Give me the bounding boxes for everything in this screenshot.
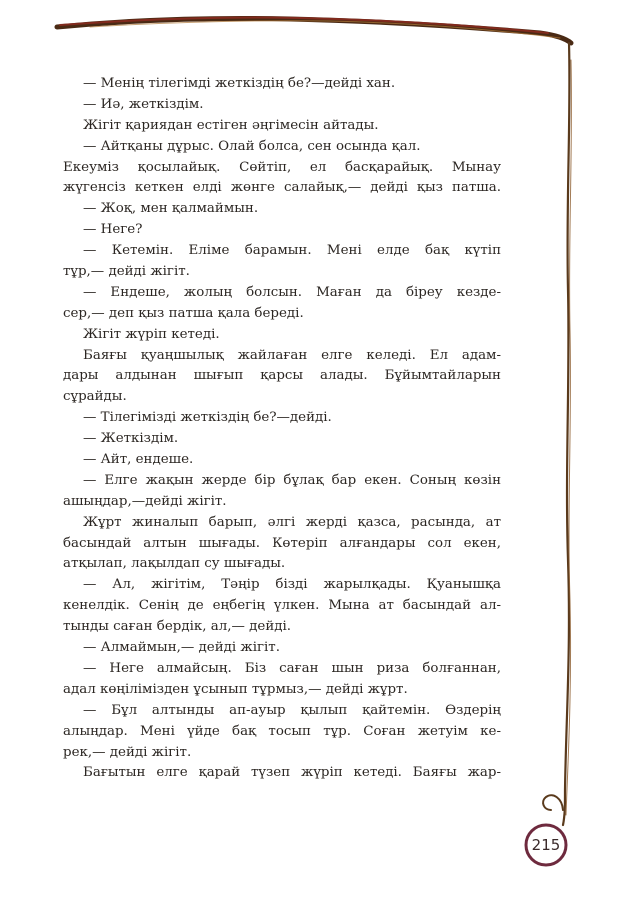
line-26: кенелдік. Сенің де еңбегің үлкен. Мына ат басындай ал- [63, 598, 501, 614]
line-5: Екеуміз қосылайық. Сөйтіп, ел басқарайық. Мынау [63, 159, 501, 175]
line-17: — Тілегімізді жеткіздің бе?—дейді. [83, 410, 332, 426]
line-30: адал көңілімізден ұсынып тұрмыз,— дейді жұрт. [63, 681, 408, 697]
line-3: Жігіт қариядан естіген әңгімесін айтады. [83, 117, 379, 133]
line-8: — Неге? [83, 222, 143, 238]
line-6: жүгенсіз кеткен елді жөнге салайық,— дейді қыз патша. [63, 180, 501, 196]
line-21: ашыңдар,—дейді жігіт. [63, 493, 227, 509]
rope-curl [543, 795, 563, 810]
line-29: — Неге алмайсың. Біз саған шын риза болғаннан, [83, 660, 501, 676]
line-14: Баяғы қуаңшылық жайлаған елге келеді. Ел адам- [83, 347, 501, 363]
line-34: Бағытын елге қарай түзеп жүріп кетеді. Баяғы жар- [83, 765, 501, 781]
line-32: алыңдар. Мені үйде бақ тосып тұр. Соған жетуім ке- [63, 723, 501, 739]
line-24: атқылап, лақылдап су шығады. [63, 556, 286, 572]
line-33: рек,— дейді жігіт. [63, 744, 192, 760]
line-31: — Бұл алтынды ап-ауыр қылып қайтемін. Өздерің [83, 702, 501, 718]
line-16: сұрайды. [63, 389, 127, 405]
story-text [63, 74, 501, 784]
line-9: — Кетемін. Еліме барамын. Мені елде бақ күтіп [83, 243, 501, 259]
top-rope [57, 18, 571, 43]
line-20: — Елге жақын жерде бір бұлақ бар екен. Соның көзін [83, 472, 501, 488]
line-25: — Ал, жігітім, Тәңір бізді жарылқады. Қуанышқа [83, 577, 501, 593]
line-15: дары алдынан шығып қарсы алады. Бұйымтайларын [63, 368, 501, 384]
line-10: тұр,— дейді жігіт. [63, 264, 190, 280]
line-23: басындай алтын шығады. Көтеріп алғандары сол екен, [63, 535, 501, 551]
right-rope [563, 43, 569, 825]
line-11: — Ендеше, жолың болсын. Маған да біреу кезде- [83, 284, 501, 300]
line-22: Жұрт жиналып барып, әлгі жерді қазса, расында, ат [83, 514, 501, 530]
line-1: — Менің тілегімді жеткіздің бе?—дейді хан. [83, 76, 396, 91]
line-2: — Иә, жеткіздім. [83, 96, 204, 112]
line-18: — Жеткіздім. [83, 431, 179, 447]
line-28: — Алмаймын,— дейді жігіт. [83, 640, 280, 656]
line-4: — Айтқаны дұрыс. Олай болса, сен осында қал. [83, 138, 421, 154]
line-27: тынды саған бердік, ал,— дейді. [63, 619, 292, 635]
line-13: Жігіт жүріп кетеді. [83, 326, 220, 342]
page-number-badge [523, 822, 569, 868]
line-19: — Айт, ендеше. [83, 452, 194, 468]
line-7: — Жоқ, мен қалмаймын. [83, 201, 259, 217]
page-number: 215 [531, 836, 561, 854]
line-12: сер,— деп қыз патша қала береді. [63, 305, 304, 321]
